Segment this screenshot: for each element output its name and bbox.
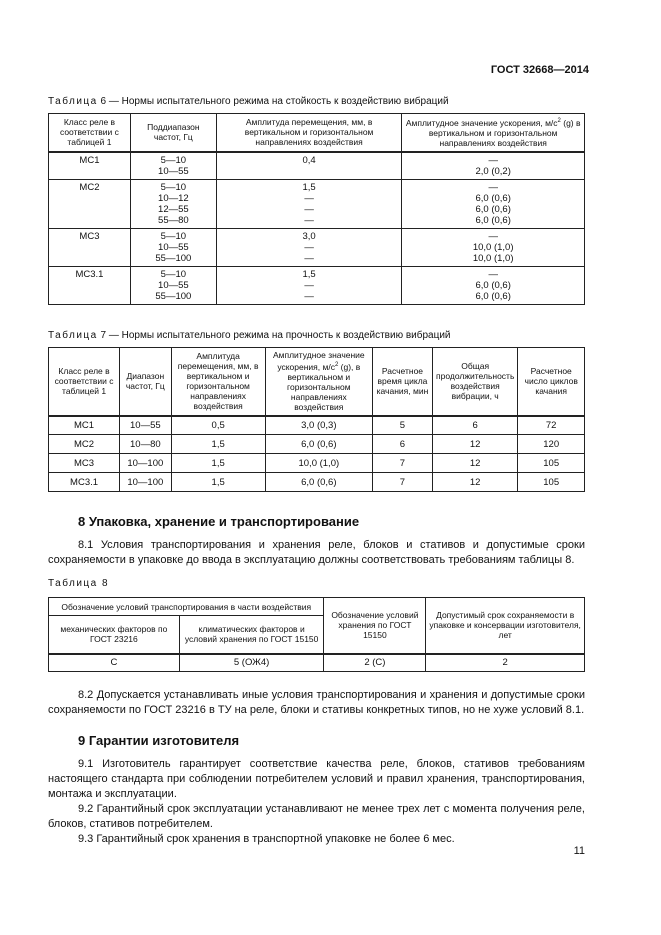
t6-cell-class: МС3 (49, 228, 131, 266)
table6-caption-text: 6 — Нормы испытательного режима на стойкость к воздействию вибраций (97, 96, 449, 107)
table8 (48, 597, 585, 672)
t6-cell-disp: 1,5 — — — (216, 179, 402, 228)
table-row (49, 228, 585, 266)
t7-accel-sup: 2 (334, 362, 339, 369)
table7-caption-word: Таблица (48, 330, 98, 341)
t8-header-shelf: Допустимый срок сохраняемости в упаковке и консервации изготовителя, лет (426, 598, 585, 654)
t8-header-group: Обозначение условий транспортирования в части воздействия (49, 598, 324, 616)
t7-cell-accel: 10,0 (1,0) (265, 454, 372, 473)
table6-body (49, 152, 585, 305)
t7-cell-disp: 1,5 (171, 473, 265, 492)
t8-header-mech: механических факторов по ГОСТ 23216 (49, 616, 180, 654)
t7-cell-duration: 6 (432, 416, 517, 435)
table-row (49, 416, 585, 435)
t7-cell-range: 10—55 (120, 416, 171, 435)
t7-cell-cycle-time: 7 (372, 473, 432, 492)
t6-accel-text-2: (g) в вертикальном и горизонтальном направлениях воздействия (428, 118, 581, 149)
t6-accel-sup: 2 (557, 118, 561, 125)
table-row (49, 473, 585, 492)
t6-cell-class: МС3.1 (49, 266, 131, 304)
section9-p3: 9.3 Гарантийный срок хранения в транспортной упаковке не более 6 мес. (78, 833, 455, 845)
t7-cell-class: МС1 (49, 416, 120, 435)
document-id: ГОСТ 32668—2014 (490, 64, 589, 76)
table-row (49, 179, 585, 228)
t6-cell-accel: — 10,0 (1,0) 10,0 (1,0) (402, 228, 585, 266)
t6-cell-accel: — 2,0 (0,2) (402, 152, 585, 180)
t6-header-class: Класс реле в соответствии с таблицей 1 (49, 114, 131, 152)
t6-cell-class: МС1 (49, 152, 131, 180)
t8-cell-storage: 2 (С) (324, 654, 426, 672)
t7-cell-class: МС3.1 (49, 473, 120, 492)
t7-header-duration: Общая продолжительность воздействия вибрации, ч (432, 348, 517, 416)
t7-header-range: Диапазон частот, Гц (120, 348, 171, 416)
t7-header-disp: Амплитуда перемещения, мм, в вертикальном и горизонтальном направлениях воздействия (171, 348, 265, 416)
t7-cell-cycle-time: 7 (372, 454, 432, 473)
t7-header-accel (265, 348, 372, 416)
table6-caption (48, 96, 449, 107)
t7-cell-duration: 12 (432, 454, 517, 473)
t7-cell-class: МС3 (49, 454, 120, 473)
table7 (48, 347, 585, 492)
t6-cell-accel: — 6,0 (0,6) 6,0 (0,6) 6,0 (0,6) (402, 179, 585, 228)
t8-header-climate: климатических факторов и условий хранения по ГОСТ 15150 (179, 616, 324, 654)
t8-cell-shelf: 2 (426, 654, 585, 672)
t6-header-freq: Поддиапазон частот, Гц (130, 114, 216, 152)
table8-caption: Таблица 8 (48, 578, 110, 589)
t7-cell-cycles: 72 (518, 416, 585, 435)
table-row (49, 654, 585, 672)
t7-cell-range: 10—80 (120, 435, 171, 454)
t8-cell-climate: 5 (ОЖ4) (179, 654, 324, 672)
t6-cell-freq: 5—10 10—55 (130, 152, 216, 180)
t7-cell-accel: 6,0 (0,6) (265, 473, 372, 492)
table7-caption-text: 7 — Нормы испытательного режима на прочность к воздействию вибраций (97, 330, 451, 341)
t7-cell-accel: 3,0 (0,3) (265, 416, 372, 435)
t6-cell-freq: 5—10 10—55 55—100 (130, 228, 216, 266)
section9-title: 9 Гарантии изготовителя (78, 733, 240, 748)
table7-body (49, 416, 585, 492)
t7-cell-cycles: 105 (518, 454, 585, 473)
section8-title: 8 Упаковка, хранение и транспортирование (78, 514, 360, 529)
table-row (49, 435, 585, 454)
t7-cell-cycle-time: 6 (372, 435, 432, 454)
table-row (49, 454, 585, 473)
t8-header-storage: Обозначение условий хранения по ГОСТ 15150 (324, 598, 426, 654)
t7-cell-disp: 0,5 (171, 416, 265, 435)
t6-cell-disp: 1,5 — — (216, 266, 402, 304)
section8-p2: 8.2 Допускается устанавливать иные условия транспортирования и хранения и допустимые сроки сохраняемости по ГОСТ 23216 в ТУ на реле, блоки и стативы конкретных типов, но не хуже условий 8.1. (48, 689, 585, 716)
t6-header-accel (402, 114, 585, 152)
section9-p1: 9.1 Изготовитель гарантирует соответствие качества реле, блоков, стативов требованиям настоящего стандарта при соблюдении потребителем условий и правил хранения, транспортирования, монтажа и эксплуатации. (48, 758, 585, 800)
t7-cell-disp: 1,5 (171, 454, 265, 473)
t7-cell-disp: 1,5 (171, 435, 265, 454)
t7-header-class: Класс реле в соответствии с таблицей 1 (49, 348, 120, 416)
t6-cell-class: МС2 (49, 179, 131, 228)
t7-accel-text: Амплитудное значение ускорения, м/с (272, 350, 365, 373)
t6-accel-text: Амплитудное значение ускорения, м/с (405, 118, 558, 129)
table6 (48, 113, 585, 305)
table-row (49, 266, 585, 304)
t7-cell-cycles: 120 (518, 435, 585, 454)
t6-cell-freq: 5—10 10—12 12—55 55—80 (130, 179, 216, 228)
t7-cell-cycle-time: 5 (372, 416, 432, 435)
t7-cell-range: 10—100 (120, 454, 171, 473)
section9-p2: 9.2 Гарантийный срок эксплуатации устанавливают не менее трех лет с момента получения реле, блоков, стативов потребителем. (48, 803, 585, 830)
t7-cell-range: 10—100 (120, 473, 171, 492)
table6-caption-word: Таблица (48, 96, 98, 107)
t7-cell-duration: 12 (432, 473, 517, 492)
t6-cell-disp: 0,4 (216, 152, 402, 180)
t7-accel-text-2: (g), в вертикальном и горизонтальном направлениях воздействия (287, 362, 361, 413)
t8-cell-mech: С (49, 654, 180, 672)
t6-header-disp: Амплитуда перемещения, мм, в вертикальном и горизонтальном направлениях воздействия (216, 114, 402, 152)
t7-cell-duration: 12 (432, 435, 517, 454)
t6-cell-disp: 3,0 — — (216, 228, 402, 266)
table-row (49, 152, 585, 180)
t7-header-cycles: Расчетное число циклов качания (518, 348, 585, 416)
page-number: 11 (573, 845, 585, 857)
t7-header-cycle-time: Расчетное время цикла качания, мин (372, 348, 432, 416)
t7-cell-accel: 6,0 (0,6) (265, 435, 372, 454)
t6-cell-freq: 5—10 10—55 55—100 (130, 266, 216, 304)
t7-cell-cycles: 105 (518, 473, 585, 492)
t7-cell-class: МС2 (49, 435, 120, 454)
table7-caption (48, 330, 451, 341)
section8-p1: 8.1 Условия транспортирования и хранения реле, блоков и стативов и допустимые сроки сохраняемости в упаковке до ввода в эксплуатацию должны соответствовать требованиям таблицы 8. (48, 539, 585, 566)
t6-cell-accel: — 6,0 (0,6) 6,0 (0,6) (402, 266, 585, 304)
